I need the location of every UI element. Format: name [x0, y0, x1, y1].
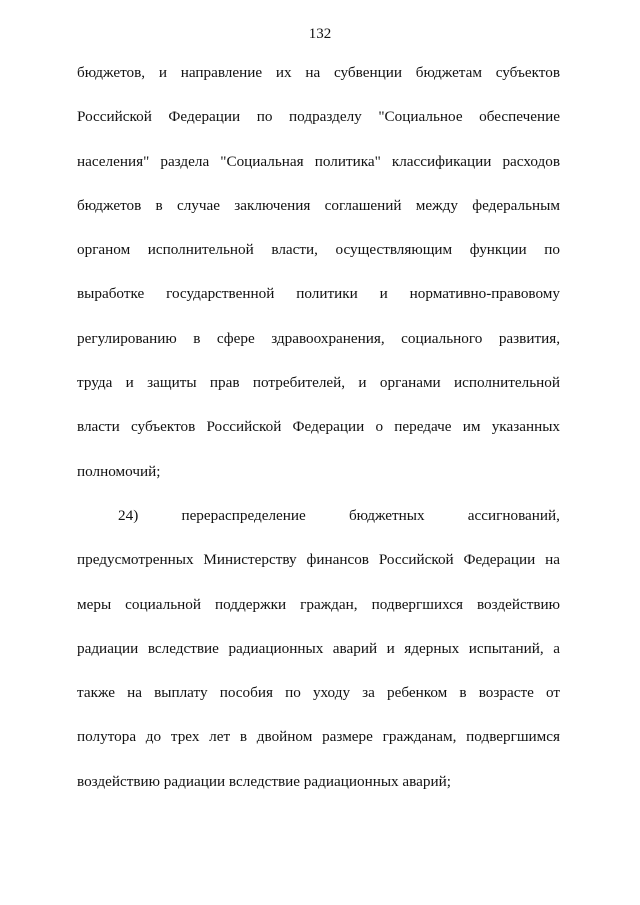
text-line: радиации вследствие радиационных аварий и ядерных испытаний, а	[77, 639, 560, 657]
list-item-24	[77, 505, 560, 793]
text-line: власти субъектов Российской Федерации о передаче им указанных	[77, 418, 560, 436]
item-word: ассигнований,	[467, 506, 560, 524]
page-number: 132	[308, 26, 332, 42]
text-line: органом исполнительной власти, осуществляющим функции по	[77, 241, 560, 259]
item-word: перераспределение	[181, 506, 306, 524]
text-line: труда и защиты прав потребителей, и органами исполнительной	[77, 374, 560, 392]
text-line: воздействию радиации вследствие радиационных аварий;	[77, 772, 451, 790]
text-line: населения" раздела "Социальная политика" классификации расходов	[77, 152, 560, 170]
document-body	[77, 62, 560, 815]
text-line: Российской Федерации по подразделу "Социальное обеспечение	[77, 108, 560, 126]
item-first-line	[77, 505, 560, 527]
item-word: бюджетных	[348, 506, 425, 524]
text-line: выработке государственной политики и нормативно-правовому	[77, 285, 560, 303]
text-line: бюджетов, и направление их на субвенции бюджетам субъектов	[77, 64, 560, 81]
text-line: меры социальной поддержки граждан, подвергшихся воздействию	[77, 595, 560, 613]
text-line: полутора до трех лет в двойном размере гражданам, подвергшимся	[77, 728, 560, 746]
text-line: предусмотренных Министерству финансов Российской Федерации на	[77, 551, 560, 569]
text-line: регулированию в сфере здравоохранения, социального развития,	[77, 329, 560, 347]
text-line: также на выплату пособия по уходу за ребенком в возрасте от	[77, 684, 560, 702]
item-number: 24)	[118, 506, 139, 524]
text-line: бюджетов в случае заключения соглашений между федеральным	[77, 196, 560, 214]
paragraph-continuation	[77, 62, 560, 483]
text-line: полномочий;	[77, 462, 161, 480]
